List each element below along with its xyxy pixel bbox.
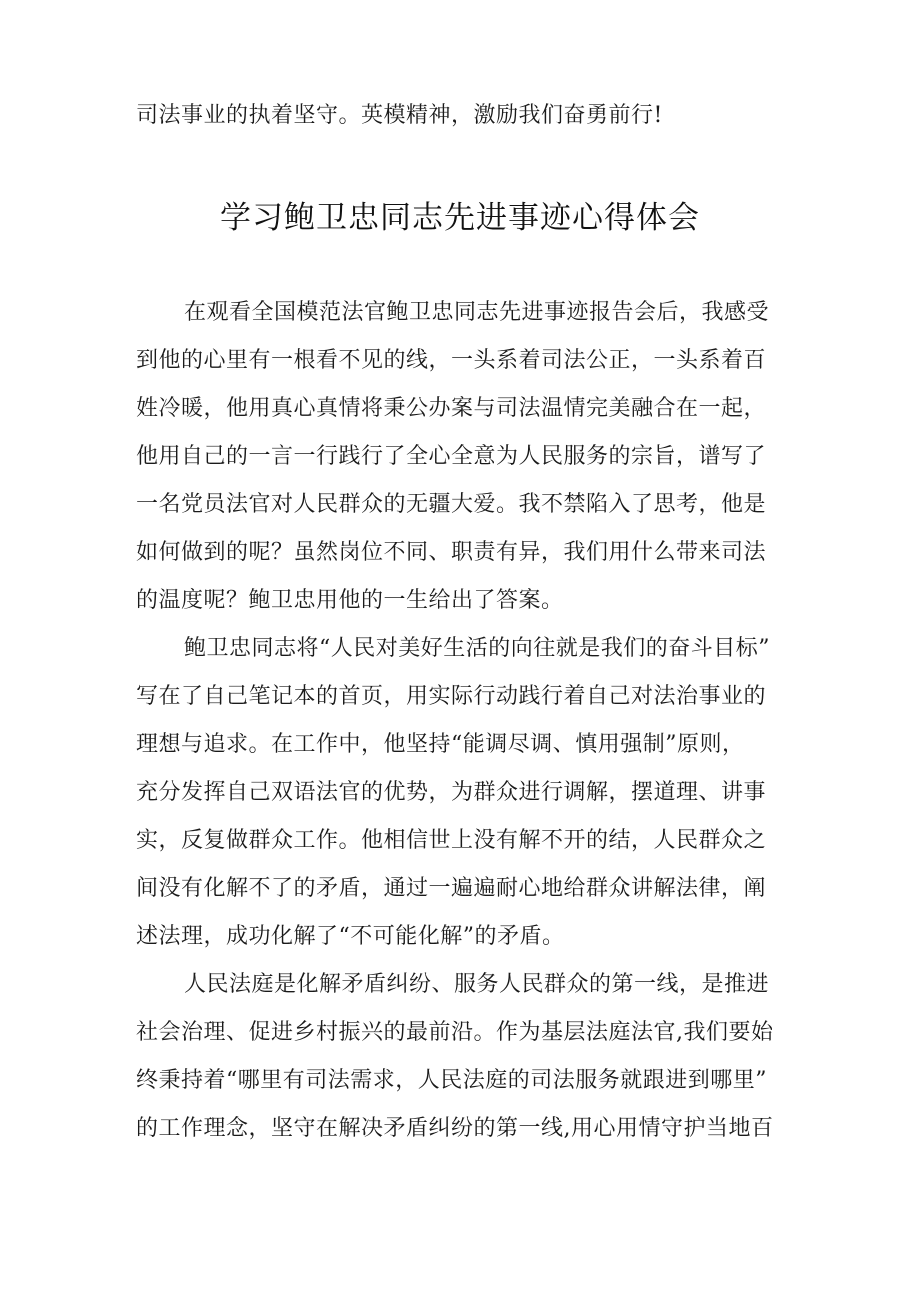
paragraph-1-line: 如何做到的呢？虽然岗位不同、职责有异，我们用什么带来司法 bbox=[136, 540, 767, 565]
paragraph-2-line: 理想与追求。在工作中，他坚持“能调尽调、慎用强制”原则， bbox=[136, 732, 745, 757]
paragraph-1-line: 姓冷暖，他用真心真情将秉公办案与司法温情完美融合在一起， bbox=[136, 396, 767, 421]
paragraph-2-line: 述法理，成功化解了“不可能化解”的矛盾。 bbox=[136, 924, 565, 949]
paragraph-2-line: 充分发挥自己双语法官的优势，为群众进行调解，摆道理、讲事 bbox=[136, 780, 767, 805]
paragraph-1-line: 一名党员法官对人民群众的无疆大爱。我不禁陷入了思考，他是 bbox=[136, 492, 767, 517]
paragraph-1-line: 的温度呢？鲍卫忠用他的一生给出了答案。 bbox=[136, 588, 564, 613]
continuation-line: 司法事业的执着坚守。英模精神，激励我们奋勇前行! bbox=[136, 103, 663, 128]
paragraph-1-line: 他用自己的一言一行践行了全心全意为人民服务的宗旨，谱写了 bbox=[136, 444, 767, 469]
paragraph-2-line: 鲍卫忠同志将“人民对美好生活的向往就是我们的奋斗目标” bbox=[184, 636, 770, 661]
paragraph-2-line: 写在了自己笔记本的首页，用实际行动践行着自己对法治事业的 bbox=[136, 684, 767, 709]
paragraph-3-line: 终秉持着“哪里有司法需求，人民法庭的司法服务就跟进到哪里” bbox=[136, 1068, 767, 1093]
paragraph-3-line: 人民法庭是化解矛盾纠纷、服务人民群众的第一线，是推进 bbox=[184, 972, 770, 997]
paragraph-1-line: 在观看全国模范法官鲍卫忠同志先进事迹报告会后，我感受 bbox=[184, 300, 770, 325]
paragraph-3-line: 社会治理、促进乡村振兴的最前沿。作为基层法庭法官,我们要始 bbox=[136, 1020, 774, 1045]
page-title: 学习鲍卫忠同志先进事迹心得体会 bbox=[220, 200, 700, 236]
paragraph-2-line: 间没有化解不了的矛盾，通过一遍遍耐心地给群众讲解法律，阐 bbox=[136, 876, 767, 901]
paragraph-1-line: 到他的心里有一根看不见的线，一头系着司法公正，一头系着百 bbox=[136, 348, 767, 373]
paragraph-3-line: 的工作理念，坚守在解决矛盾纠纷的第一线,用心用情守护当地百 bbox=[136, 1116, 774, 1141]
paragraph-2-line: 实，反复做群众工作。他相信世上没有解不开的结，人民群众之 bbox=[136, 828, 767, 853]
